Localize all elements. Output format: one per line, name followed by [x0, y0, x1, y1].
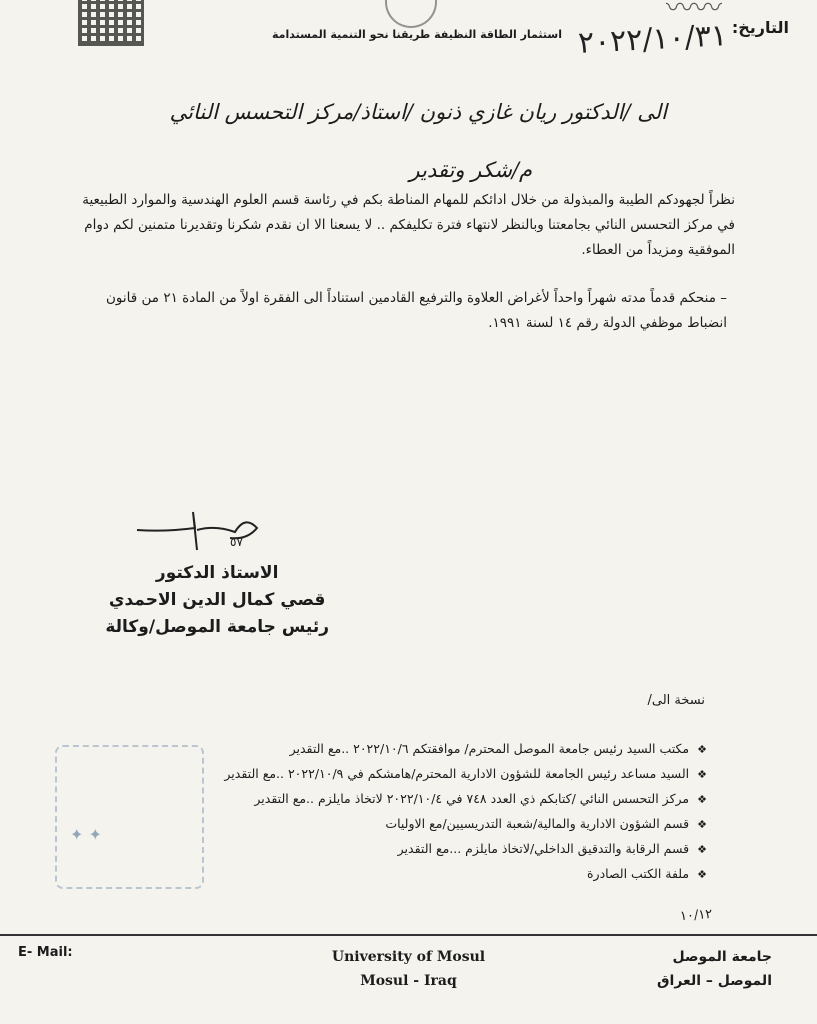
list-item: ❖ قسم الشؤون الادارية والمالية/شعبة التدريسيين/مع الاوليات — [147, 812, 707, 837]
copy-list — [147, 737, 707, 887]
university-title-en: University of Mosul — [331, 949, 486, 965]
signature-number: ٥٧ — [230, 535, 243, 549]
signatory-name: قصي كمال الدين الاحمدي — [108, 590, 326, 610]
qr-code — [78, 0, 144, 46]
email-label: E- Mail: — [18, 945, 73, 960]
handwritten-note: ١٠/١٢ — [679, 906, 713, 925]
header-motto: استثمار الطاقة النظيفة طريقنا نحو التنمية المستدامة — [272, 28, 562, 41]
body-paragraph-1: نظراً لجهودكم الطيبة والمبذولة من خلال ادائكم للمهام المناطة بكم في رئاسة قسم العلوم الهندسية والموارد الطبيعية في مركز التحسس النائي بجامعتنا وبالنظر لانتهاء فترة تكليفكم .. لا يسعنا الا ان نقدم شكرنا وتقديرنا متمنين لكم دوام الموفقية ومزيداً من العطاء. — [82, 192, 735, 258]
university-title-ar: جامعة الموصل — [672, 949, 772, 965]
handwritten-date: ٢٠٢٢/١٠/٣١ — [577, 18, 728, 61]
stamp-mark: ✦ ✦ — [70, 825, 102, 844]
university-city-ar: الموصل – العراق — [657, 973, 772, 989]
list-item: ❖ قسم الرقابة والتدقيق الداخلي/لاتخاذ مايلزم ...مع التقدير — [147, 837, 707, 862]
list-item: ❖ ملفة الكتب الصادرة — [147, 862, 707, 887]
signature-scribble — [135, 510, 265, 555]
recipient-line: الى /الدكتور ريان غازي ذنون /استاذ/مركز التحسس النائي — [169, 100, 667, 124]
handwritten-ink-top: 〰〰 — [665, 0, 722, 24]
signatory-title: الاستاذ الدكتور — [155, 563, 279, 583]
subject-line: م/شكر وتقدير — [409, 158, 532, 182]
list-item: ❖ السيد مساعد رئيس الجامعة للشؤون الادارية المحترم/هامشكم في ٢٠٢٢/١٠/٩ ..مع التقدير — [147, 762, 707, 787]
list-item: ❖ مركز التحسس النائي /كتابكم ذي العدد ٧٤٨ في ٢٠٢٢/١٠/٤ لاتخاذ مايلزم ..مع التقدير — [147, 787, 707, 812]
list-item: ❖ مكتب السيد رئيس جامعة الموصل المحترم/ موافقتكم ٢٠٢٢/١٠/٦ ..مع التقدير — [147, 737, 707, 762]
footer-divider — [0, 934, 817, 936]
date-label: التاريخ: — [731, 18, 789, 37]
university-name-ar — [657, 945, 772, 993]
university-seal-icon — [385, 0, 437, 28]
signatory-position: رئيس جامعة الموصل/وكالة — [105, 617, 329, 637]
signature-block — [105, 560, 329, 641]
university-city-en: Mosul - Iraq — [360, 973, 457, 989]
copy-to-label: نسخة الى/ — [647, 693, 705, 708]
body-paragraph-2: – منحكم قدماً مدته شهراً واحداً لأغراض العلاوة والترفيع القادمين استناداً الى الفقرة اولاً من المادة ٢١ من قانون انضباط موظفي الدولة رقم ١٤ لسنة ١٩٩١. — [106, 290, 727, 331]
